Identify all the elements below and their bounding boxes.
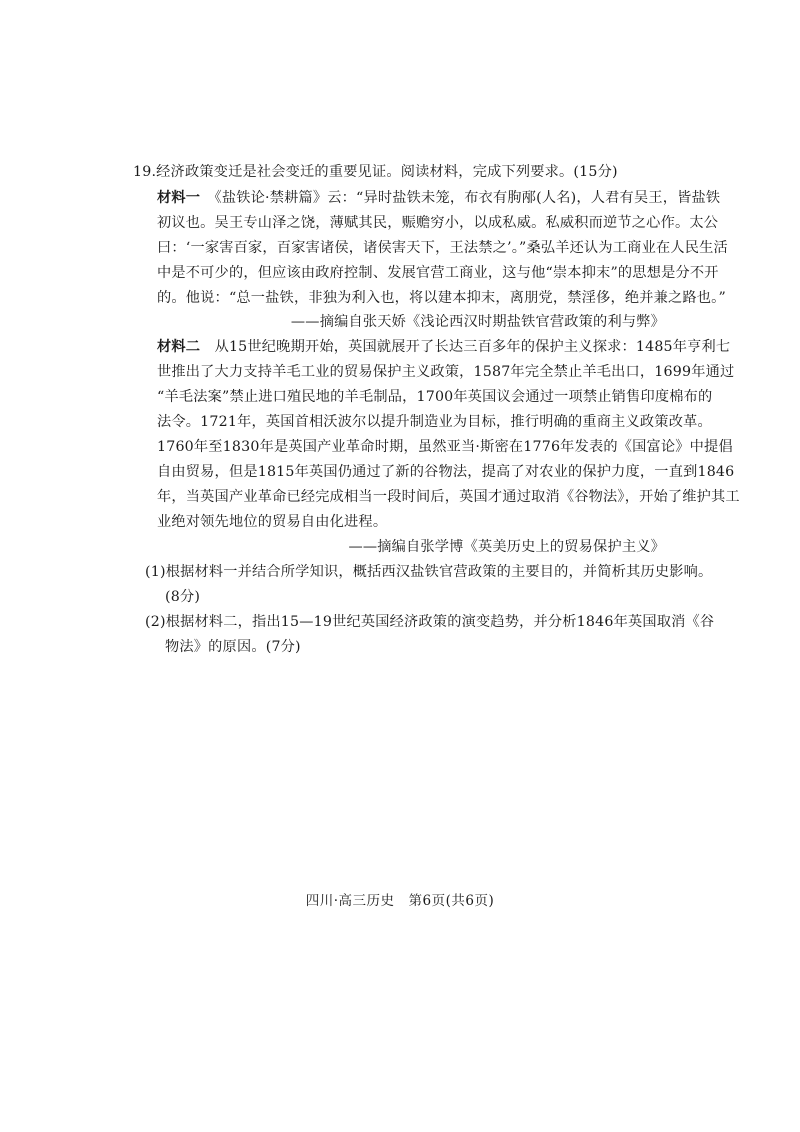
task1-line-2: (8分) [165, 589, 201, 605]
material2-line-6: 自由贸易，但是1815年英国仍通过了新的谷物法，提高了对农业的保护力度，一直到1846 [157, 464, 735, 480]
task2-line-2: 物法》的原因。(7分) [165, 639, 301, 655]
task1-line-1: (1)根据材料一并结合所学知识，概括西汉盐铁官营政策的主要目的，并简析其历史影响。 [145, 564, 713, 580]
material1-line-3: 曰：‘一家害百家，百家害诸侯，诸侯害天下，王法禁之’。”桑弘羊还认为工商业在人民生活 [157, 240, 728, 256]
material1-line-2: 初议也。吴王专山泽之饶，薄赋其民，赈赡穷小，以成私威。私威积而逆节之心作。太公 [157, 215, 719, 231]
material2-line-3: “羊毛法案”禁止进口殖民地的羊毛制品，1700年英国议会通过一项禁止销售印度棉布的 [157, 389, 713, 405]
material2-text-1: 从15世纪晚期开始，英国就展开了长达三百多年的保护主义探求：1485年亨利七 [214, 339, 731, 355]
question-title: 19.经济政策变迁是社会变迁的重要见证。阅读材料，完成下列要求。(15分) [133, 164, 618, 180]
material2-source: ——摘编自张学博《英美历史上的贸易保护主义》 [348, 539, 665, 555]
material2-line-5: 1760年至1830年是英国产业革命时期，虽然亚当·斯密在1776年发表的《国富论》中提倡 [157, 439, 733, 455]
material1-line-1 [157, 188, 720, 208]
material2-line-8: 业绝对领先地位的贸易自由化进程。 [157, 514, 388, 530]
material2-line-2: 世推出了大力支持羊毛工业的贸易保护主义政策，1587年完全禁止羊毛出口，1699年通过 [157, 364, 735, 380]
material1-line-4: 中是不可少的，但应该由政府控制、发展官营工商业，这与他“崇本抑末”的思想是分不开 [157, 265, 719, 281]
task2-line-1: (2)根据材料二，指出15—19世纪英国经济政策的演变趋势，并分析1846年英国取消《谷 [145, 614, 715, 630]
material1-text-1: 《盐铁论·禁耕篇》云：“异时盐铁未笼，布衣有朐邴(人名)，人君有吴王，皆盐铁 [214, 190, 721, 206]
material2-line-1 [157, 337, 730, 357]
material2-label: 材料二 [157, 339, 201, 355]
page-footer: 四川·高三历史 第6页(共6页) [305, 893, 495, 909]
material2-line-7: 年，当英国产业革命已经完成相当一段时间后，英国才通过取消《谷物法》，开始了维护其工 [157, 489, 740, 505]
material2-line-4: 法令。1721年，英国首相沃波尔以提升制造业为目标，推行明确的重商主义政策改革。 [157, 414, 712, 430]
material1-source: ——摘编自张天娇《浅论西汉时期盐铁官营政策的利与弊》 [290, 314, 665, 330]
material1-line-5: 的。他说：“总一盐铁，非独为利入也，将以建本抑末，离朋党，禁淫侈，绝并兼之路也。” [157, 290, 726, 306]
material1-label: 材料一 [157, 190, 201, 206]
